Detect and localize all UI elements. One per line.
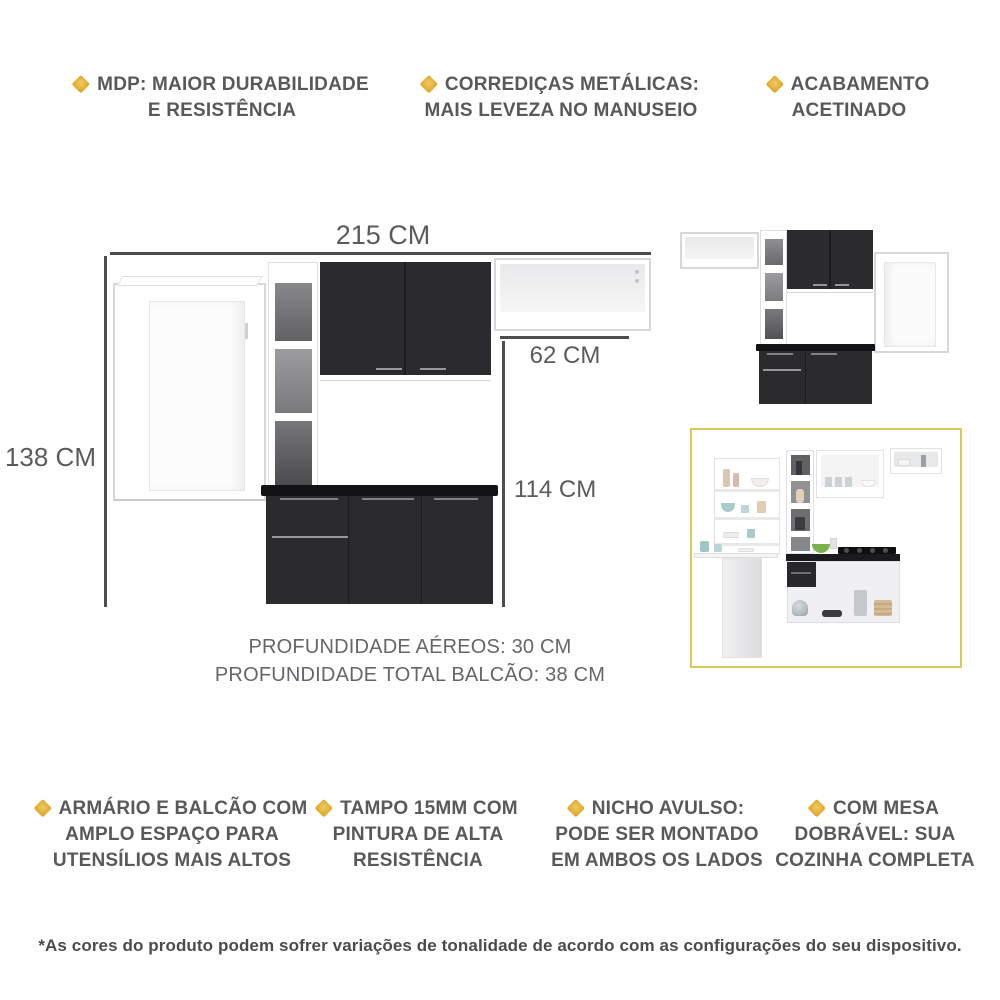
photo-shelf	[715, 517, 779, 520]
dimension-height-label: 138 CM	[4, 442, 96, 472]
tall-cabinet-door	[149, 301, 245, 491]
photo-shelf	[715, 489, 779, 492]
depth-note-balcao: PROFUNDIDADE TOTAL BALCÃO: 38 CM	[214, 664, 606, 686]
diamond-bullet-icon	[808, 799, 826, 817]
base-cabinet-door-gap	[348, 496, 349, 604]
base-cabinet-countertop	[261, 485, 498, 496]
upper-cabinet	[320, 262, 491, 375]
prop-utensil-holder	[830, 538, 837, 549]
feature-line	[544, 796, 770, 822]
base-cabinet-handle	[434, 498, 478, 500]
tall-cabinet-top-panel	[117, 276, 262, 286]
feature-corredicas	[400, 72, 722, 124]
dimension-counter-label: 114 CM	[514, 476, 597, 503]
base-cabinet	[266, 496, 493, 604]
feature-text: EM AMBOS OS LADOS	[551, 850, 763, 871]
cooktop-burner	[870, 548, 875, 553]
prop-bowl	[721, 503, 735, 512]
photo-black-drawer	[787, 562, 816, 587]
mini-base-drawer-handle	[763, 369, 801, 371]
mirrored-drawing	[670, 225, 970, 410]
depth-note-aereos: PROFUNDIDADE AÉREOS: 30 CM	[248, 636, 572, 658]
wall-shelf-hinge	[635, 279, 639, 283]
niche-column	[268, 262, 318, 490]
feature-text: ARMÁRIO E BALCÃO COM	[58, 798, 308, 819]
dimension-counter-line	[502, 341, 505, 607]
cooktop-burner	[857, 548, 862, 553]
prop-mug	[700, 541, 709, 552]
base-cabinet-door-gap	[421, 496, 422, 604]
prop-fruit-bowl	[812, 544, 830, 553]
upper-cabinet-handle	[376, 368, 402, 370]
feature-text: RESISTÊNCIA	[353, 850, 483, 871]
upper-cabinet-bottom-edge	[320, 375, 491, 381]
diamond-bullet-icon	[315, 799, 333, 817]
photo-countertop	[786, 554, 900, 561]
feature-text: AMPLO ESPAÇO PARA	[65, 824, 279, 845]
feature-text: COM MESA	[832, 798, 940, 819]
niche-cell	[765, 273, 783, 301]
photo-drawer-handle	[791, 572, 811, 574]
prop-glass	[845, 477, 852, 487]
niche-cell	[275, 283, 312, 341]
upper-cabinet-handle	[420, 368, 446, 370]
mini-base-handle	[811, 353, 837, 355]
diamond-bullet-icon	[72, 75, 90, 93]
niche-cell	[765, 239, 783, 265]
diamond-bullet-icon	[765, 75, 783, 93]
niche-cell	[791, 537, 810, 551]
disclaimer-text: *As cores do produto podem sofrer variações de tonalidade de acordo com as configurações do seu dispositivo.	[38, 936, 962, 955]
prop-cup	[747, 529, 755, 538]
feature-text: PINTURA DE ALTA	[332, 824, 504, 845]
cooktop-burner	[844, 548, 849, 553]
mini-upper-bottom-edge	[787, 289, 873, 293]
feature-text: TAMPO 15MM COM	[340, 798, 518, 819]
prop-glass	[825, 477, 832, 487]
prop-vase	[796, 489, 804, 503]
photo-shelf	[715, 543, 779, 546]
dimension-height-line	[104, 256, 107, 607]
feature-text: MAIS LEVEZA NO MANUSEIO	[424, 100, 698, 121]
mini-niche-column	[760, 230, 787, 347]
dimension-width-line	[110, 252, 651, 255]
feature-text: MDP: MAIOR DURABILIDADE	[97, 74, 369, 95]
feature-text: ACABAMENTO	[790, 74, 930, 95]
niche-cell	[765, 309, 783, 339]
prop-mug	[714, 544, 722, 552]
niche-cell	[275, 421, 312, 485]
feature-line	[764, 796, 986, 822]
mini-wall-shelf-interior	[685, 237, 754, 259]
mini-base-cabinet	[759, 351, 872, 404]
feature-tampo	[308, 796, 528, 874]
prop-bowl	[751, 478, 769, 487]
feature-line	[30, 796, 314, 822]
mini-base-door-gap	[805, 351, 806, 404]
niche-cell	[275, 349, 312, 413]
feature-text: UTENSÍLIOS MAIS ALTOS	[52, 850, 292, 871]
feature-mesa	[764, 796, 986, 874]
prop-plates	[898, 459, 910, 466]
feature-text: E RESISTÊNCIA	[147, 100, 297, 121]
prop-blender	[854, 590, 867, 616]
mini-base-handle	[767, 353, 793, 355]
dimension-shelf-line	[500, 336, 629, 339]
mini-upper-handle	[813, 284, 827, 286]
prop-pan	[822, 610, 842, 617]
prop-plates	[723, 532, 739, 538]
prop-glass	[835, 477, 842, 487]
mini-upper-handle	[835, 284, 849, 286]
base-cabinet-handle	[362, 498, 414, 500]
photo-wall-shelf	[890, 448, 942, 474]
wall-shelf	[494, 258, 651, 331]
feature-nicho	[544, 796, 770, 874]
base-cabinet-drawer-handle	[272, 536, 348, 538]
tall-cabinet	[113, 283, 266, 501]
photo-niche-column	[786, 450, 814, 554]
mini-upper-cabinet	[787, 230, 873, 289]
wall-shelf-hinge	[635, 270, 639, 274]
prop-pot	[792, 600, 808, 616]
prop-jar	[733, 473, 739, 487]
diamond-bullet-icon	[566, 799, 584, 817]
prop-cup	[741, 505, 749, 513]
feature-text: ACETINADO	[791, 100, 907, 121]
upper-cabinet-door-gap	[404, 262, 406, 375]
feature-text: CORREDIÇAS METÁLICAS:	[444, 74, 700, 95]
lifestyle-photo	[690, 428, 962, 668]
mini-tall-cabinet	[874, 252, 949, 353]
diamond-bullet-icon	[419, 75, 437, 93]
feature-line	[60, 72, 384, 98]
prop-canister	[757, 501, 766, 513]
main-drawing	[0, 220, 680, 700]
prop-plates	[738, 548, 754, 552]
cooktop-burner	[883, 548, 888, 553]
feature-line	[738, 72, 960, 98]
feature-acabamento	[738, 72, 960, 124]
dimension-shelf-label: 62 CM	[529, 342, 601, 369]
mini-base-countertop	[756, 344, 875, 351]
feature-text: PODE SER MONTADO	[555, 824, 759, 845]
prop-jar	[723, 469, 730, 487]
feature-text: NICHO AVULSO:	[591, 798, 745, 819]
feature-line	[400, 72, 722, 98]
prop-bottle	[796, 461, 802, 475]
feature-line	[308, 796, 528, 822]
diamond-bullet-icon	[33, 799, 51, 817]
dimension-width-label: 215 CM	[335, 220, 431, 250]
wall-shelf-interior	[500, 264, 645, 312]
mini-wall-shelf	[680, 232, 759, 269]
mini-upper-door-gap	[829, 230, 831, 289]
photo-open-cabinet	[714, 458, 780, 554]
base-cabinet-handle	[280, 498, 338, 500]
prop-basket	[874, 600, 892, 616]
photo-upper-cabinet	[816, 450, 884, 498]
prop-box	[795, 517, 805, 530]
tall-cabinet-handle	[245, 323, 248, 339]
photo-cooktop	[838, 547, 896, 554]
feature-mdp	[60, 72, 384, 124]
feature-text: DOBRÁVEL: SUA	[794, 824, 956, 845]
feature-armario	[30, 796, 314, 874]
prop-bottle	[921, 455, 926, 467]
feature-text: COZINHA COMPLETA	[775, 850, 975, 871]
photo-fold-table-leg	[722, 558, 762, 658]
mini-tall-cabinet-door	[884, 262, 936, 347]
